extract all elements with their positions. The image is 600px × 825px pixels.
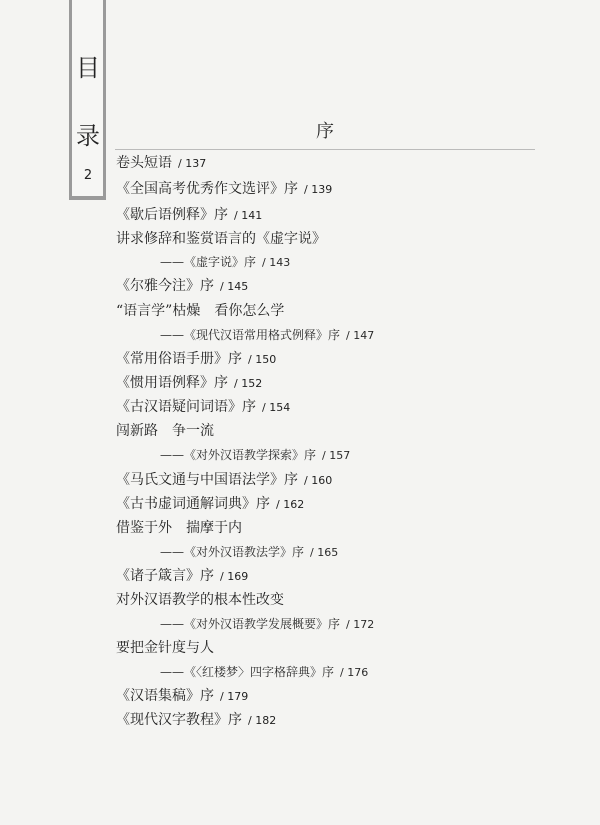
toc-entry-page: / 145	[220, 280, 249, 293]
side-label-lu: 录	[76, 122, 100, 150]
toc-entry-page: / 154	[262, 401, 291, 414]
toc-entry[interactable]	[116, 230, 332, 249]
toc-entry[interactable]	[116, 711, 276, 730]
toc-entry-title: ——《对外汉语教法学》序	[160, 545, 305, 559]
toc-subentry[interactable]	[160, 663, 368, 682]
toc-entry-page: / 141	[234, 209, 263, 222]
toc-entry-title: ——《虚字说》序	[160, 255, 257, 269]
toc-entry-title: ——《〈红楼梦〉四字格辞典》序	[160, 665, 335, 679]
toc-entry-page: / 179	[220, 690, 249, 703]
side-label-mu: 目	[76, 54, 100, 82]
toc-subentry[interactable]	[160, 446, 350, 465]
toc-entry[interactable]	[116, 519, 248, 538]
toc-entry-page: / 182	[248, 714, 277, 727]
toc-entry[interactable]	[116, 422, 220, 441]
page-number: 2	[83, 168, 93, 183]
toc-entry-title: 讲求修辞和鉴赏语言的《虚字说》	[116, 231, 326, 247]
toc-entry[interactable]	[116, 687, 248, 706]
toc-entry-page: / 143	[262, 256, 291, 269]
toc-entry-title: 《惯用语例释》序	[116, 375, 228, 391]
toc-entry-title: ——《现代汉语常用格式例释》序	[160, 328, 341, 342]
toc-entry-page: / 147	[346, 329, 375, 342]
toc-entry-title: ——《对外汉语教学发展概要》序	[160, 617, 341, 631]
toc-entry[interactable]	[116, 350, 276, 369]
toc-entry-page: / 160	[304, 474, 333, 487]
toc-entry-page: / 162	[276, 498, 305, 511]
toc-entry-page: / 169	[220, 570, 249, 583]
toc-entry-title: 《全国高考优秀作文选评》序	[116, 181, 298, 197]
toc-entry[interactable]	[116, 495, 304, 514]
toc-entry[interactable]	[116, 180, 332, 199]
toc-entry-title: 《歇后语例释》序	[116, 207, 228, 223]
toc-entry-title: 《古书虚词通解词典》序	[116, 496, 270, 512]
toc-entry-page: / 150	[248, 353, 277, 366]
toc-entry-title: 闯新路 争一流	[116, 423, 214, 439]
toc-entry-title: 《马氏文通与中国语法学》序	[116, 472, 298, 488]
toc-entry-title: 《汉语集稿》序	[116, 688, 214, 704]
toc-entry-page: / 165	[310, 546, 339, 559]
toc-entry-page: / 137	[178, 157, 207, 170]
toc-entry-title: 《古汉语疑问词语》序	[116, 399, 256, 415]
toc-entry-title: 《现代汉字教程》序	[116, 712, 242, 728]
toc-entry-title: 借鉴于外 揣摩于内	[116, 520, 242, 536]
toc-entry-title: ——《对外汉语教学探索》序	[160, 448, 317, 462]
toc-subentry[interactable]	[160, 543, 338, 562]
toc-entry-title: 要把金针度与人	[116, 640, 214, 656]
toc-subentry[interactable]	[160, 615, 374, 634]
toc-entry[interactable]	[116, 591, 290, 610]
toc-entry-page: / 152	[234, 377, 263, 390]
section-heading-text: 序	[316, 121, 334, 142]
toc-entry[interactable]	[116, 567, 248, 586]
toc-entry-title: “语言学”枯燥 看你怎么学	[116, 303, 285, 319]
toc-entry-page: / 157	[322, 449, 351, 462]
toc-entry-page: / 176	[340, 666, 369, 679]
toc-entry[interactable]	[116, 154, 206, 173]
toc-entry[interactable]	[116, 302, 290, 321]
toc-entry[interactable]	[116, 639, 220, 658]
toc-entry-title: 《诸子箴言》序	[116, 568, 214, 584]
toc-entry-page: / 172	[346, 618, 375, 631]
toc-entry-title: 《常用俗语手册》序	[116, 351, 242, 367]
toc-subentry[interactable]	[160, 326, 374, 345]
toc-entry[interactable]	[116, 206, 262, 225]
toc-subentry[interactable]	[160, 253, 290, 272]
toc-entry-title: 《尔雅今注》序	[116, 278, 214, 294]
toc-entry[interactable]	[116, 471, 332, 490]
toc-entry[interactable]	[116, 398, 290, 417]
toc-entry-title: 卷头短语	[116, 155, 172, 171]
toc-entry[interactable]	[116, 277, 248, 296]
toc-entry-page: / 139	[304, 183, 333, 196]
toc-entry-title: 对外汉语教学的根本性改变	[116, 592, 284, 608]
toc-entry[interactable]	[116, 374, 262, 393]
